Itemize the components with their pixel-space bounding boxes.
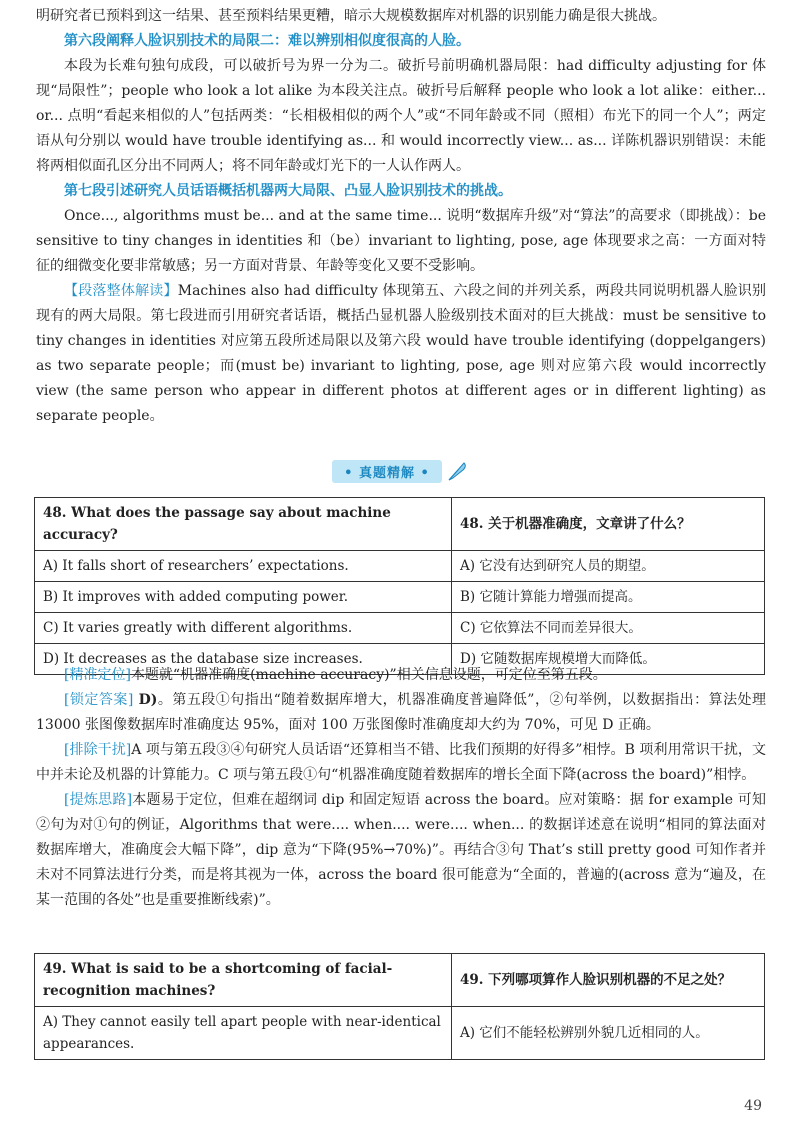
option-a-en: A) It falls short of researchers’ expectations.	[35, 551, 452, 582]
overall-analysis	[36, 279, 766, 429]
section-title: • 真题精解 •	[332, 460, 442, 483]
q49-stem-en: 49. What is said to be a shortcoming of facial-recognition machines?	[35, 954, 452, 1007]
page-number: 49	[744, 1098, 762, 1114]
option-c-en: C) It varies greatly with different algorithms.	[35, 613, 452, 644]
train-paragraph	[36, 788, 766, 913]
q49-option-a-zh: A) 它们不能轻松辨别外貌几近相同的人。	[452, 1007, 765, 1060]
train-text: 本题易于定位，但难在超纲词 dip 和固定短语 across the board。应对策略：据 for example 可知②句为对①句的例证，Algorithms that were.... when.... were.... when... 的数据详述意在说明“相同的算法面对数据库增大，准确度会大幅下降”，dip 意为“下降(95%→70%)”。再结合③句 That’s still pretty good 可知作者并未对不同算法进行分类，而是将其视为一体，across the board 很可能意为“全面的，普遍的(across 意为“遍及，在某一范围的各处”也是重要推断线索)”。	[36, 792, 766, 908]
question-49-table	[34, 953, 765, 1060]
locate-text: 本题就“机器准确度(machine accuracy)”相关信息设题，可定位至第五段。	[130, 667, 607, 683]
exclude-paragraph	[36, 738, 766, 788]
top-text-block	[36, 4, 766, 429]
locate-label: [精准定位]	[64, 667, 131, 683]
table-row	[35, 551, 765, 582]
locate-paragraph	[36, 663, 766, 688]
option-d-zh: D) 它随数据库规模增大而降低。	[452, 644, 765, 675]
exclude-text: A 项与第五段③④句研究人员话语“还算相当不错、比我们预期的好得多”相悖。B 项利用常识干扰，文中并未论及机器的计算能力。C 项与第五段①句“机器准确度随着数据库的增长全面下降(across the board)”相悖。	[36, 742, 766, 783]
question-48-table	[34, 497, 765, 675]
answer-text: 。第五段①句指出“随着数据库增大，机器准确度普遍降低”，②句举例，以数据指出：算法处理 13000 张图像数据库时准确度达 95%，面对 100 万张图像时准确度却大约为 70%，可见 D 正确。	[36, 692, 767, 733]
para7-analysis: Once..., algorithms must be... and at the same time... 说明“数据库升级”对“算法”的高要求（即挑战）：be sensitive to tiny changes in identities 和（be）invariant to lighting, pose, age 体现要求之高：一方面对特征的细微变化要非常敏感；另一方面对背景、年龄等变化又要不受影响。	[36, 208, 766, 274]
q48-stem-en: 48. What does the passage say about machine accuracy?	[35, 498, 452, 551]
train-label: [提炼思路]	[64, 792, 133, 808]
option-c-zh: C) 它依算法不同而差异很大。	[452, 613, 765, 644]
table-row	[35, 613, 765, 644]
quill-icon	[446, 460, 468, 482]
para6-heading: 第六段阐释人脸识别技术的局限二：难以辨别相似度很高的人脸。	[64, 33, 470, 49]
q49-stem-zh: 49. 下列哪项算作人脸识别机器的不足之处？	[452, 954, 765, 1007]
option-b-zh: B) 它随计算能力增强而提高。	[452, 582, 765, 613]
option-d-en: D) It decreases as the database size increases.	[35, 644, 452, 675]
overall-label: 【段落整体解读】	[64, 283, 178, 299]
q49-option-a-en: A) They cannot easily tell apart people with near-identical appearances.	[35, 1007, 452, 1060]
answer-label: [锁定答案]	[64, 692, 134, 708]
answer-paragraph	[36, 688, 766, 738]
exclude-label: [排除干扰]	[64, 742, 132, 758]
answer-letter: D)	[133, 692, 158, 708]
table-row	[35, 1007, 765, 1060]
analysis-block	[36, 663, 766, 913]
q48-stem-zh: 48. 关于机器准确度，文章讲了什么？	[452, 498, 765, 551]
option-b-en: B) It improves with added computing power.	[35, 582, 452, 613]
overall-text: Machines also had difficulty 体现第五、六段之间的并列关系，两段共同说明机器人脸识别现有的两大局限。第七段进而引用研究者话语，概括凸显机器人脸级别技术面对的巨大挑战：must be sensitive to tiny changes in identities 对应第五段所述局限以及第六段 would have trouble identifying (doppelgangers) as two separate people；而(must be) invariant to lighting, pose, age 则对应第六段 would incorrectly view (the same person who appear in different photos at different ages or in different lighting) as separate people。	[36, 283, 766, 424]
option-a-zh: A) 它没有达到研究人员的期望。	[452, 551, 765, 582]
para7-heading: 第七段引述研究人员话语概括机器两大局限、凸显人脸识别技术的挑战。	[64, 183, 512, 199]
section-header	[0, 458, 800, 484]
table-row	[35, 582, 765, 613]
continued-paragraph: 明研究者已预料到这一结果、甚至预料结果更糟，暗示大规模数据库对机器的识别能力确是很大挑战。	[36, 8, 666, 24]
para6-analysis: 本段为长难句独句成段，可以破折号为界一分为二。破折号前明确机器局限：had difficulty adjusting for 体现“局限性”；people who look a lot alike 为本段关注点。破折号后解释 people who look a lot alike：either... or... 点明“看起来相似的人”包括两类：“长相极相似的两个人”或“不同年龄或不同（照相）布光下的同一个人”；两定语从句分别以 would have trouble identifying as... 和 would incorrectly view... as... 详陈机器识别错误：未能将两相似面孔区分出不同两人；将不同年龄或灯光下的一人认作两人。	[36, 58, 766, 174]
